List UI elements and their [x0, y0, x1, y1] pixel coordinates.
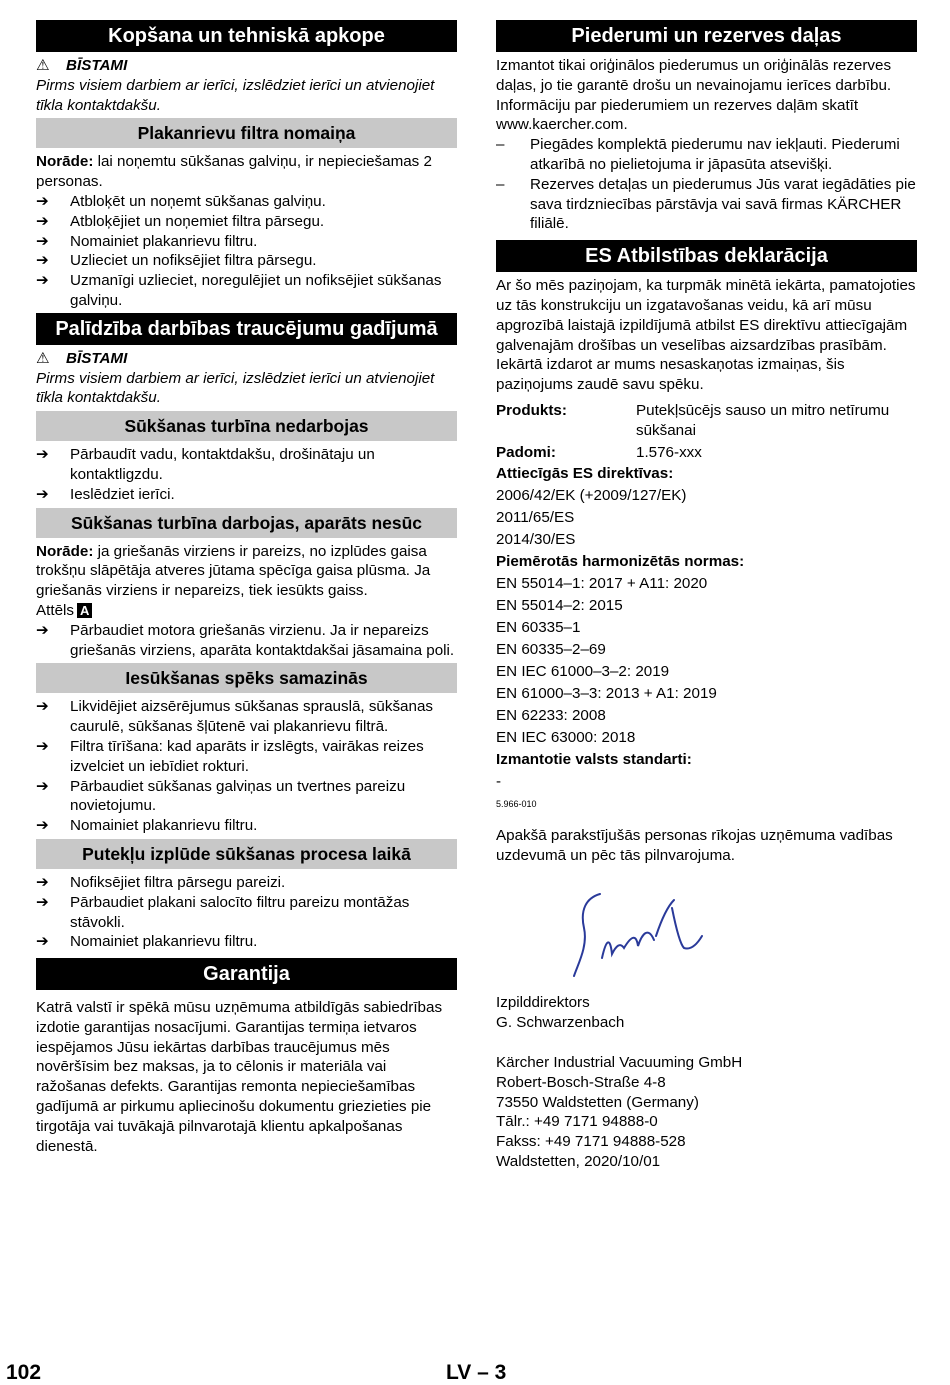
arrow-right-icon: ➔	[36, 485, 49, 503]
step-text: Nomainiet plakanrievu filtru.	[70, 817, 258, 835]
product-row	[496, 401, 917, 441]
ec-heading: ES Atbilstības deklarācija	[496, 240, 917, 272]
step-text: Filtra tīrīšana: kad aparāts ir izslēgts, vairākas reizes izvelciet un iebīdiet rokturi.	[70, 737, 424, 775]
section-label: LV – 3	[446, 1361, 507, 1384]
step-text: Pārbaudiet sūkšanas galviņas un tvertnes pareizu novietojumu.	[70, 777, 406, 815]
warranty-heading: Garantija	[36, 958, 457, 990]
danger-label-row	[36, 56, 457, 76]
step-item	[36, 271, 457, 311]
accessories-heading: Piederumi un rezerves daļas	[496, 20, 917, 52]
arrow-right-icon: ➔	[36, 893, 49, 911]
arrow-right-icon: ➔	[36, 777, 49, 795]
step-item	[36, 873, 457, 893]
accessories-paragraph: Informāciju par piederumiem un rezerves daļām skatīt www.kaercher.com.	[496, 96, 859, 134]
norms-label: Piemērotās harmonizētās normas:	[496, 553, 745, 571]
note-label: Norāde:	[36, 153, 94, 171]
step-item	[36, 232, 457, 252]
type-label: Padomi:	[496, 443, 556, 461]
list-item-text: Piegādes komplektā piederumu nav iekļauti. Piederumi atkarībā no pielietojuma ir jāpasūta atsevišķi.	[530, 136, 900, 173]
directives-label: Attiecīgās ES direktīvas:	[496, 465, 674, 483]
signature-stroke	[572, 888, 712, 980]
step-item	[36, 697, 457, 737]
step-item	[36, 816, 457, 836]
signers-text: Apakšā parakstījušās personas rīkojas uzņēmuma vadības uzdevumā un pēc tās pilnvarojuma.	[496, 826, 893, 864]
help-danger-label: BĪSTAMI	[66, 349, 128, 367]
norm-item: EN 55014–2: 2015	[496, 597, 623, 615]
nosuck-note-text: ja griešanās virziens ir pareizs, no izplūdes gaisa trokšņu slāpētāja atveres jūtama spēcīga gaisa plūsma. Ja griešanās virziens ir nepareizs, tiek iesūkts gaiss.	[36, 542, 431, 600]
step-text: Nomainiet plakanrievu filtru.	[70, 933, 258, 951]
signer-role: Izpilddirektors	[496, 994, 590, 1012]
arrow-right-icon: ➔	[36, 446, 49, 464]
nosuck-note	[36, 542, 457, 601]
norm-item: EN 60335–1	[496, 619, 581, 637]
step-item	[36, 212, 457, 232]
figure-letter-badge: A	[77, 603, 92, 618]
product-label: Produkts:	[496, 401, 567, 419]
directive-item: 2006/42/EK (+2009/127/EK)	[496, 487, 687, 505]
step-text: Ieslēdziet ierīci.	[70, 485, 175, 503]
norm-item: EN 55014–1: 2017 + A11: 2020	[496, 575, 708, 593]
list-item-text: Rezerves detaļas un piederumus Jūs varat iegādāties pie sava tirdzniecības pārstāvja vai savā firmas KÄRCHER filiālē.	[530, 175, 916, 233]
arrow-right-icon: ➔	[36, 933, 49, 951]
arrow-right-icon: ➔	[36, 252, 49, 270]
help-heading: Palīdzība darbības traucējumu gadījumā	[36, 313, 457, 345]
list-item	[496, 175, 917, 234]
arrow-right-icon: ➔	[36, 873, 49, 891]
step-item	[36, 192, 457, 212]
warning-triangle-icon: ⚠	[36, 349, 50, 367]
step-item	[36, 251, 457, 271]
page-number: 102	[6, 1361, 42, 1384]
power-heading: Iesūkšanas spēks samazinās	[36, 663, 457, 693]
step-text: Uzlieciet un nofiksējiet filtra pārsegu.	[70, 252, 317, 270]
norm-item: EN 62233: 2008	[496, 707, 606, 725]
turbine-heading: Sūkšanas turbīna nedarbojas	[36, 411, 457, 441]
arrow-right-icon: ➔	[36, 698, 49, 716]
step-text: Likvidējiet aizsērējumus sūkšanas sprauslā, sūkšanas caurulē, sūkšanas šļūtenē vai plakanrievu filtrā.	[70, 698, 433, 736]
step-text: Nomainiet plakanrievu filtru.	[70, 232, 258, 250]
step-item	[36, 621, 457, 661]
warranty-text: Katrā valstī ir spēkā mūsu uzņēmuma atbildīgās sabiedrības izdotie garantijas nosacījumi. Garantijas termiņa ietvaros iespējamos Jūsu iekārtas darbības traucējumus mēs novēršīsim bez maksas, ja to cēlonis ir materiāla vai ražošanas defekts. Garantijas remonta nepieciešamības gadījumā ar pirkumu apliecinošu dokumentu griezieties pie tirgotāja vai tuvākajā pilnvarotajā klientu apkalpošanas dienestā.	[36, 999, 443, 1155]
dust-heading: Putekļu izplūde sūkšanas procesa laikā	[36, 839, 457, 869]
filter-note-text: lai noņemtu sūkšanas galviņu, ir nepieciešamas 2 personas.	[36, 153, 432, 191]
filter-heading: Plakanrievu filtra nomaiņa	[36, 118, 457, 148]
step-text: Nofiksējiet filtra pārsegu pareizi.	[70, 873, 286, 891]
danger-text: Pirms visiem darbiem ar ierīci, izslēdziet ierīci un atvienojiet tīkla kontaktdakšu.	[36, 76, 435, 114]
care-heading: Kopšana un tehniskā apkope	[36, 20, 457, 52]
directive-item: 2011/65/ES	[496, 509, 575, 527]
step-text: Uzmanīgi uzlieciet, noregulējiet un nofiksējiet sūkšanas galviņu.	[70, 272, 442, 309]
arrow-right-icon: ➔	[36, 817, 49, 835]
arrow-right-icon: ➔	[36, 232, 49, 250]
arrow-right-icon: ➔	[36, 272, 49, 290]
help-danger-text: Pirms visiem darbiem ar ierīci, izslēdziet ierīci un atvienojiet tīkla kontaktdakšu.	[36, 369, 435, 407]
step-text: Atbloķējiet un noņemiet filtra pārsegu.	[70, 212, 325, 230]
dash-bullet: –	[496, 136, 505, 154]
left-column	[36, 20, 457, 1156]
step-text: Atbloķēt un noņemt sūkšanas galviņu.	[70, 192, 326, 210]
step-text: Pārbaudiet plakani salocīto filtru pareizu montāžas stāvokli.	[70, 893, 410, 931]
norm-item: EN 60335–2–69	[496, 641, 606, 659]
step-item	[36, 737, 457, 777]
dash-bullet: –	[496, 175, 505, 193]
national-label: Izmantotie valsts standarti:	[496, 751, 692, 769]
company-street: Robert-Bosch-Straße 4-8	[496, 1073, 666, 1091]
national-value: -	[496, 773, 502, 791]
filter-note	[36, 152, 457, 192]
spacer	[496, 1033, 917, 1053]
warning-triangle-icon: ⚠	[36, 57, 50, 74]
nosuck-heading: Sūkšanas turbīna darbojas, aparāts nesūc	[36, 508, 457, 538]
type-row	[496, 443, 917, 463]
signature-image	[572, 888, 917, 986]
figure-reference	[36, 601, 457, 621]
arrow-right-icon: ➔	[36, 621, 49, 639]
arrow-right-icon: ➔	[36, 212, 49, 230]
company-name: Kärcher Industrial Vacuuming GmbH	[496, 1053, 743, 1071]
product-value: Putekļsūcējs sauso un mitro netīrumu sūkšanai	[636, 401, 890, 439]
right-column	[496, 20, 917, 1172]
arrow-right-icon: ➔	[36, 192, 49, 210]
accessories-paragraph: Izmantot tikai oriģinālos piederumus un oriģinālās rezerves daļas, jo tie garantē drošu un nevainojamu ierīces darbību.	[496, 57, 892, 94]
norm-item: EN IEC 61000–3–2: 2019	[496, 663, 670, 681]
step-text: Pārbaudīt vadu, kontaktdakšu, drošinātaju un kontaktligzdu.	[70, 446, 375, 483]
step-item	[36, 445, 457, 485]
company-city: 73550 Waldstetten (Germany)	[496, 1093, 699, 1111]
ec-text: Ar šo mēs paziņojam, ka turpmāk minētā iekārta, pamatojoties uz tās konstrukciju un izgatavošanas veidu, kā arī mūsu apgrozībā laistajā izpildījumā atbilst ES direktīvu attiecīgajām galvenajām drošības un veselības aizsardzības prasībām. Iekārtā izdarot ar mums nesaskaņotas izmaiņas, šis paziņojums zaudē savu spēku.	[496, 277, 916, 394]
figure-label: Attēls	[36, 601, 74, 619]
note-label: Norāde:	[36, 542, 94, 560]
signer-name: G. Schwarzenbach	[496, 1014, 625, 1032]
step-item	[36, 485, 457, 505]
directive-item: 2014/30/ES	[496, 531, 576, 549]
norm-item: EN IEC 63000: 2018	[496, 729, 636, 747]
step-item	[36, 777, 457, 817]
arrow-right-icon: ➔	[36, 737, 49, 755]
place-date: Waldstetten, 2020/10/01	[496, 1152, 661, 1170]
step-item	[36, 932, 457, 952]
help-danger-label-row	[36, 349, 457, 369]
company-phone: Tālr.: +49 7171 94888-0	[496, 1113, 658, 1131]
danger-label: BĪSTAMI	[66, 57, 128, 74]
list-item	[496, 135, 917, 175]
company-fax: Fakss: +49 7171 94888-528	[496, 1133, 686, 1151]
step-text: Pārbaudiet motora griešanās virzienu. Ja ir nepareizs griešanās virziens, aparāta kontaktdakšai jāsamaina poli.	[70, 621, 455, 659]
step-item	[36, 893, 457, 933]
type-value: 1.576-xxx	[636, 443, 702, 461]
doc-code: 5.966-010	[496, 798, 537, 809]
norm-item: EN 61000–3–3: 2013 + A1: 2019	[496, 685, 717, 703]
